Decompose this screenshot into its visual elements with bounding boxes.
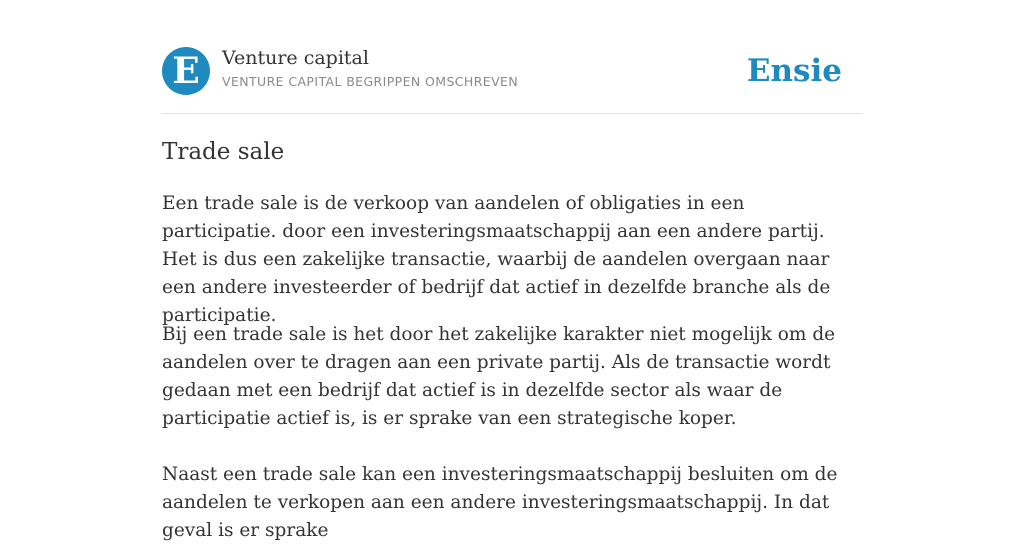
article-paragraph: Bij een trade sale is het door het zakelijke karakter niet mogelijk om de aandelen over te dragen aan een private partij. Als de transactie wordt gedaan met een bedrijf dat actief is in dezelfde sector als waar de participatie actief is, is er sprake van een strategische koper. bbox=[162, 324, 836, 429]
site-subtitle: VENTURE CAPITAL BEGRIPPEN OMSCHREVEN bbox=[222, 74, 519, 89]
logo-letter: E bbox=[172, 50, 200, 92]
site-title[interactable]: Venture capital bbox=[222, 47, 369, 69]
site-header bbox=[162, 46, 862, 96]
site-logo[interactable] bbox=[162, 47, 210, 95]
article-paragraph: Een trade sale is de verkoop van aandelen of obligaties in een participatie. door een investeringsmaatschappij aan een andere partij. Het is dus een zakelijke transactie, waarbij de aandelen overgaan naar een andere investeerder of bedrijf dat actief in dezelfde branche als de participatie. bbox=[162, 193, 831, 326]
article bbox=[162, 136, 862, 541]
header-divider bbox=[162, 113, 862, 114]
article-title: Trade sale bbox=[162, 139, 285, 165]
brand-logo[interactable]: Ensie bbox=[746, 53, 842, 89]
article-paragraph: Naast een trade sale kan een investeringsmaatschappij besluiten om de aandelen te verkopen aan een andere investeringsmaatschappij. In dat geval is er sprake bbox=[162, 464, 838, 541]
